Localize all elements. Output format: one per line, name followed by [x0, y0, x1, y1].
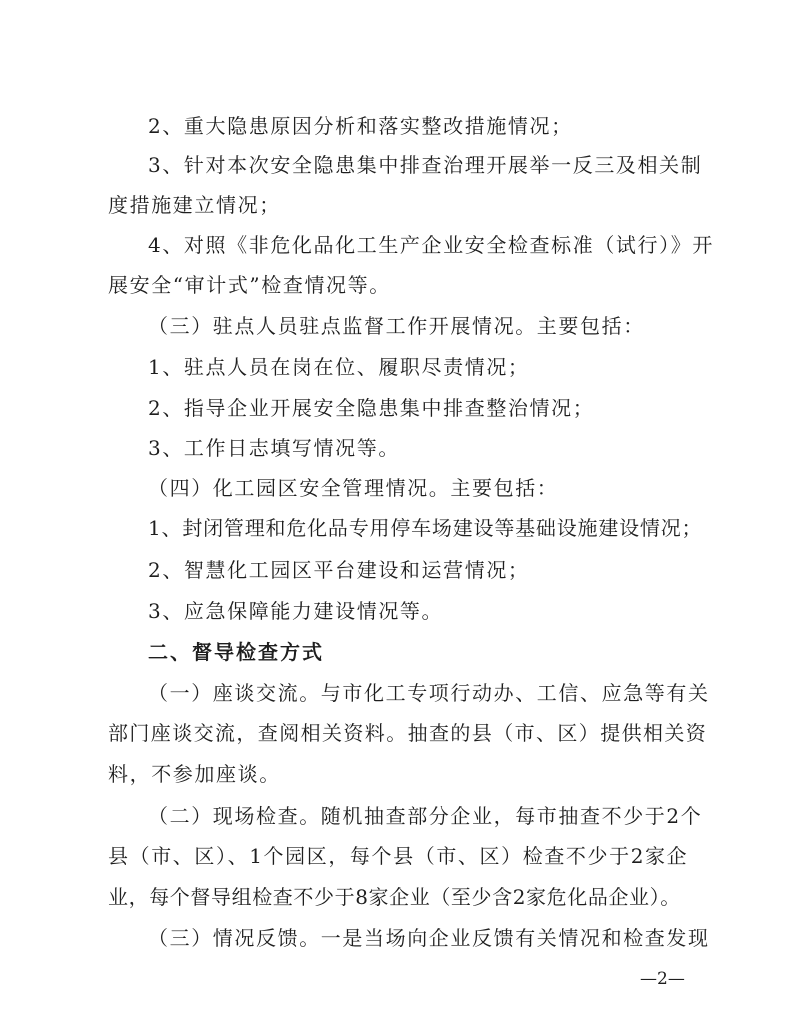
- text-line: 3、应急保障能力建设情况等。: [148, 599, 444, 623]
- text-line: 3、工作日志填写情况等。: [148, 436, 400, 460]
- text-line: 2、重大隐患原因分析和落实整改措施情况；: [148, 114, 573, 138]
- text-line: 2、指导企业开展安全隐患集中排查整治情况；: [148, 396, 595, 420]
- text-line: 1、驻点人员在岗在位、履职尽责情况；: [148, 355, 530, 379]
- text-line: 县（市、区）、1个园区，每个县（市、区）检查不少于2家企: [108, 844, 689, 868]
- text-line: 部门座谈交流，查阅相关资料。抽查的县（市、区）提供相关资: [108, 721, 708, 745]
- text-line: 展安全“审计式”检查情况等。: [108, 273, 391, 297]
- page-number: —2—: [640, 969, 685, 989]
- text-line: 3、针对本次安全隐患集中排查治理开展举一反三及相关制: [148, 153, 703, 177]
- text-line: 1、封闭管理和危化品专用停车场建设等基础设施建设情况；: [148, 516, 703, 540]
- text-line: 4、对照《非危化品化工生产企业安全检查标准（试行）》开: [148, 233, 714, 257]
- section-heading: （三）情况反馈。一是当场向企业反馈有关情况和检查发现: [148, 926, 710, 950]
- section-heading: （二）现场检查。随机抽查部分企业，每市抽查不少于2个: [148, 804, 703, 828]
- chapter-heading: 二、督导检查方式: [148, 640, 324, 664]
- section-heading: （三）驻点人员驻点监督工作开展情况。主要包括：: [148, 314, 645, 338]
- text-line: 2、智慧化工园区平台建设和运营情况；: [148, 558, 530, 582]
- section-heading: （四）化工园区安全管理情况。主要包括：: [148, 476, 559, 500]
- text-line: 料，不参加座谈。: [108, 762, 281, 786]
- text-line: 度措施建立情况；: [108, 193, 281, 217]
- text-line: 业，每个督导组检查不少于8家企业（至少含2家危化品企业）。: [108, 885, 681, 909]
- section-heading: （一）座谈交流。与市化工专项行动办、工信、应急等有关: [148, 681, 710, 705]
